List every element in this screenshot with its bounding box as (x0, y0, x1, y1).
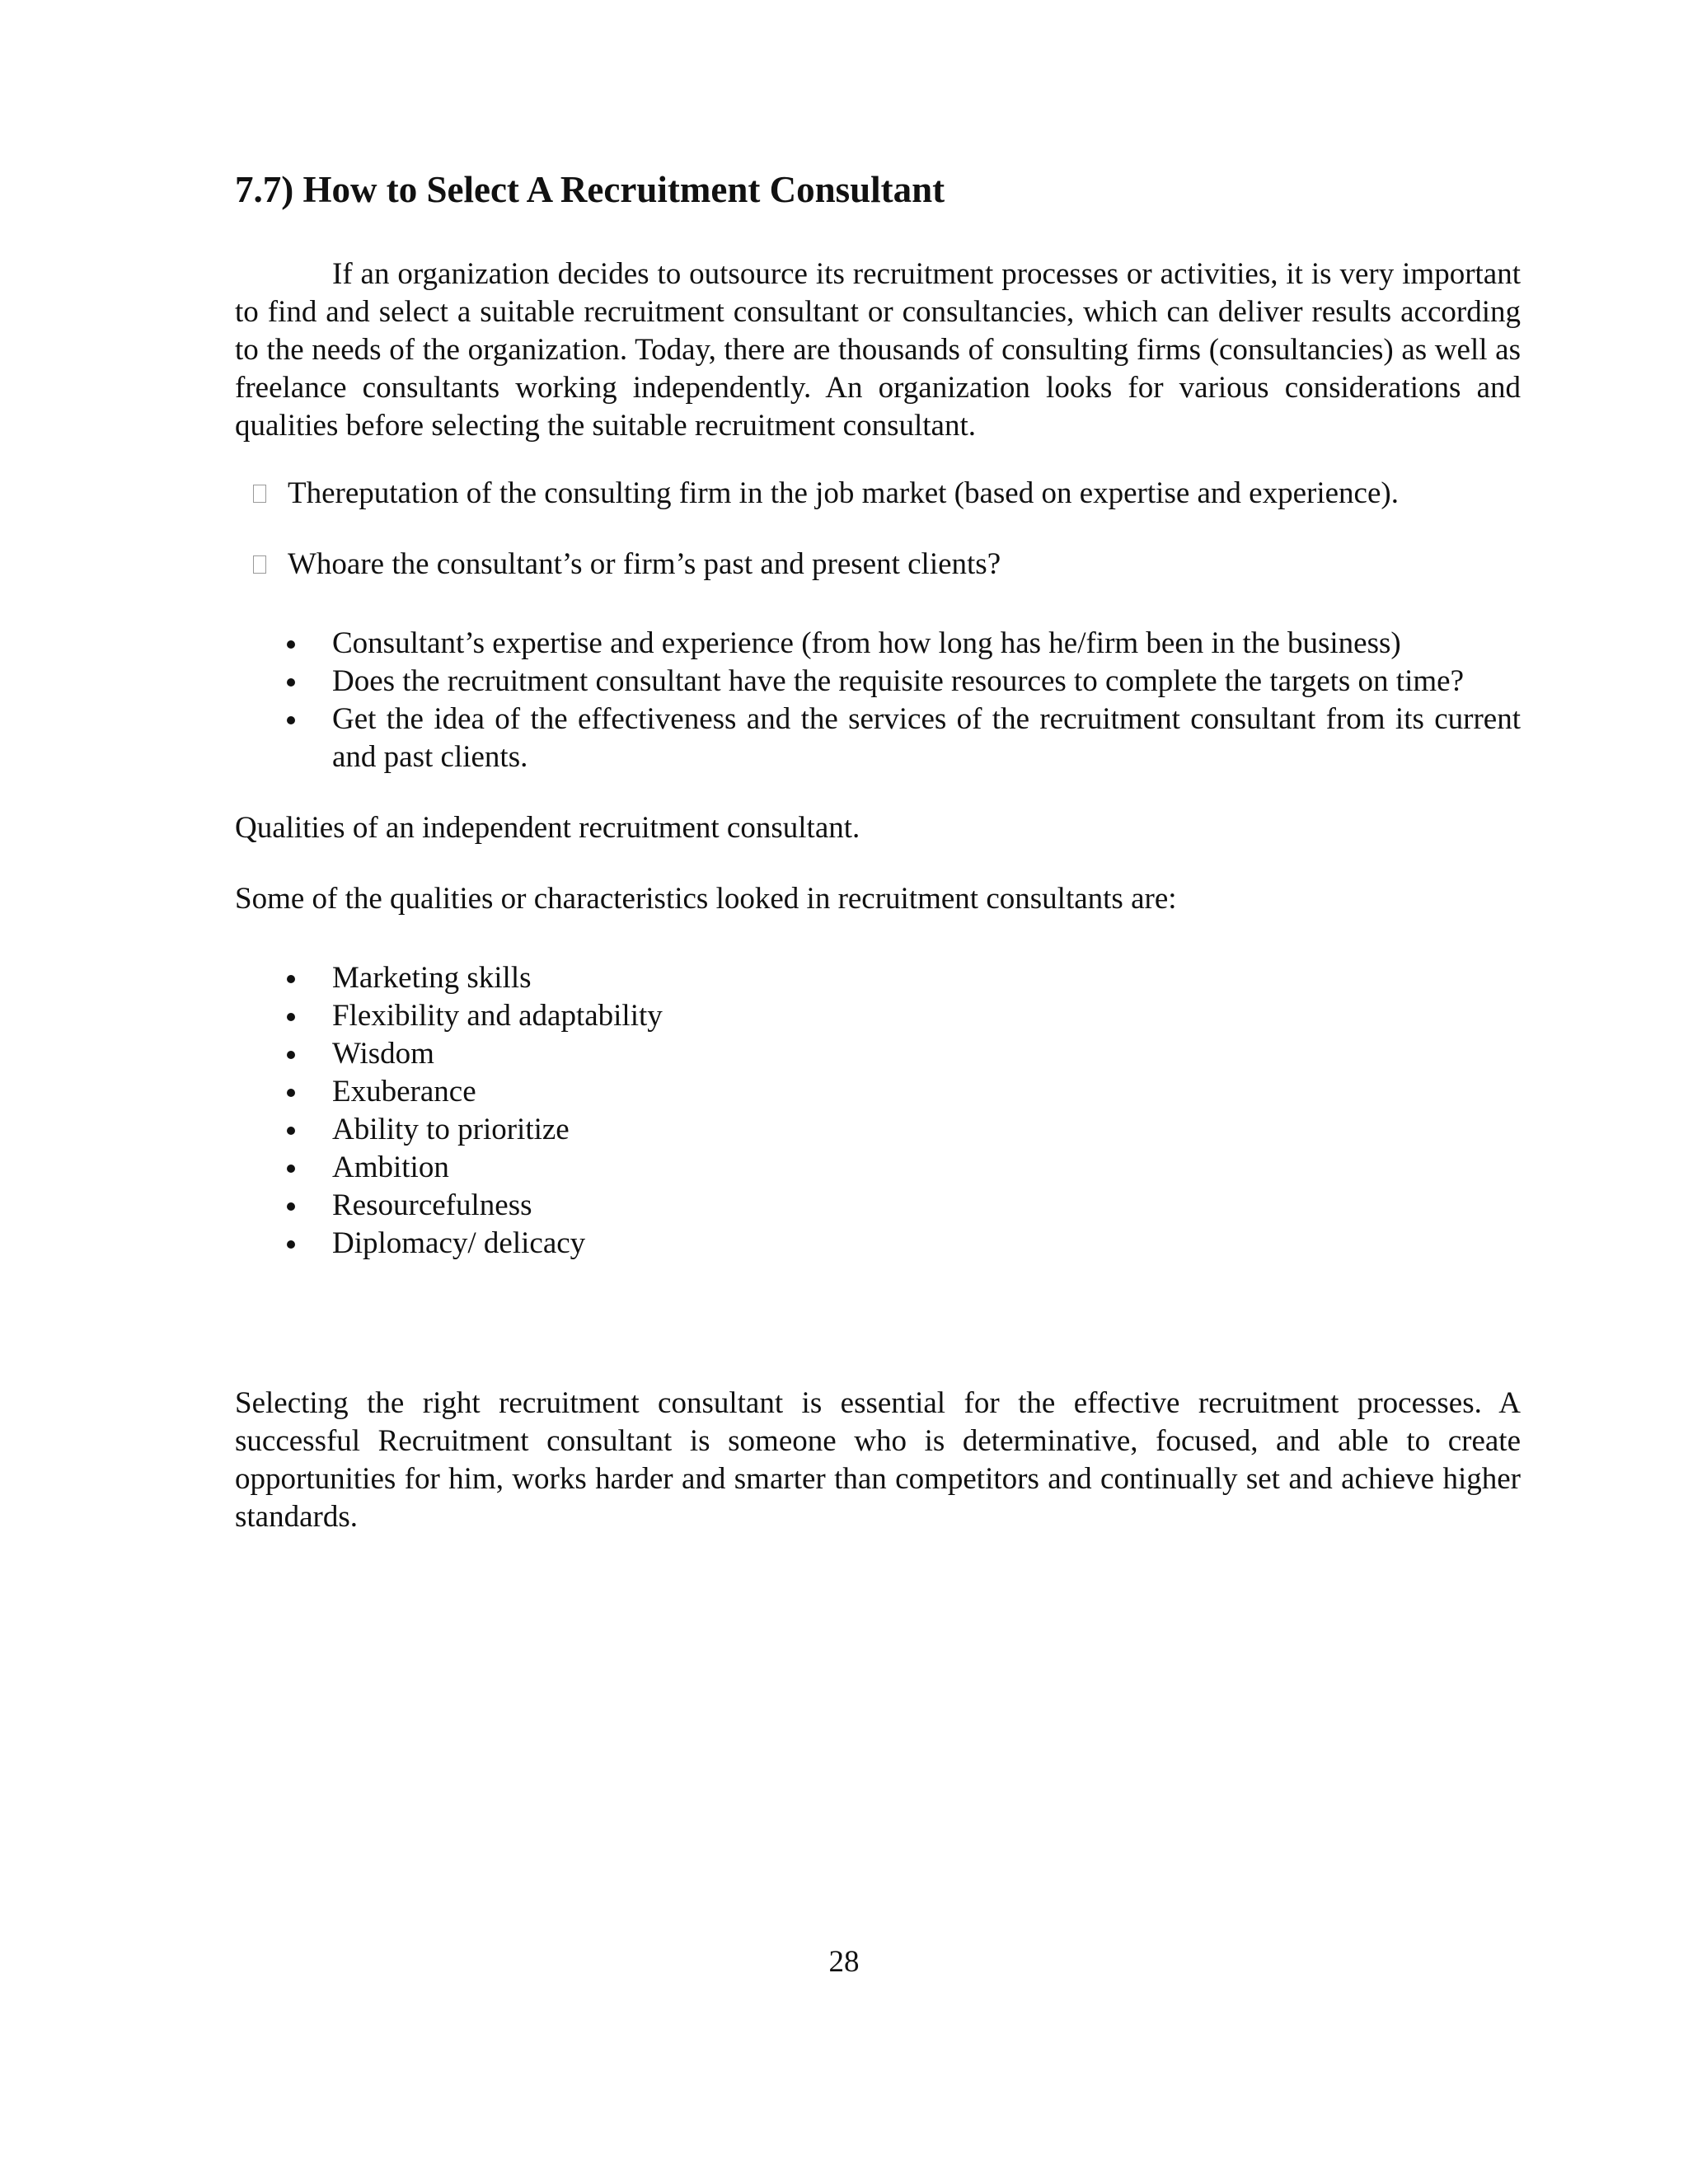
bullet-icon (287, 1240, 295, 1249)
bullet-icon (287, 1089, 295, 1097)
box-item-reputation (235, 475, 1521, 513)
box-item-text: Thereputation of the consulting firm in the job market (based on expertise and experience). (288, 476, 1399, 510)
box-item-clients (235, 546, 1521, 583)
bullet-icon (287, 1013, 295, 1021)
bullet-icon (287, 1127, 295, 1135)
page-number: 28 (828, 1945, 860, 1979)
list-item: Exuberance (235, 1073, 1521, 1111)
bullet-icon (287, 1202, 295, 1211)
qualities-heading: Qualities of an independent recruitment consultant. (235, 811, 860, 845)
box-item-text: Whoare the consultant’s or firm’s past and present clients? (288, 547, 1001, 581)
section-heading: 7.7) How to Select A Recruitment Consultant (235, 169, 945, 210)
bullet-icon (287, 1165, 295, 1173)
document-page (235, 165, 1521, 1536)
list-item: Marketing skills (235, 959, 1521, 997)
qualities-list (235, 959, 1521, 1263)
intro-paragraph: If an organization decides to outsource its recruitment processes or activities, it is very important to find and select a suitable recruitment consultant or consultancies, which can deliver results according to the needs of the organization. Today, there are thousands of consulting firms (consultancies) as well as freelance consultants working independently. An organization looks for various considerations and qualities before selecting the suitable recruitment consultant. (235, 257, 1521, 443)
bullet-icon (287, 640, 295, 649)
list-item: Consultant’s expertise and experience (from how long has he/firm been in the business) (235, 625, 1521, 663)
missing-glyph-box-icon (253, 555, 266, 574)
closing-paragraph: Selecting the right recruitment consultant is essential for the effective recruitment processes. A successful Recruitment consultant is someone who is determinative, focused, and able to create opportunities for him, works harder and smarter than competitors and continually set and achieve higher standards. (235, 1386, 1521, 1534)
list-item: Ability to prioritize (235, 1111, 1521, 1149)
list-item: Flexibility and adaptability (235, 997, 1521, 1035)
list-item: Diplomacy/ delicacy (235, 1225, 1521, 1263)
list-item: Resourcefulness (235, 1187, 1521, 1225)
list-item: Ambition (235, 1149, 1521, 1187)
list-item: Get the idea of the effectiveness and the services of the recruitment consultant from its current and past clients. (235, 701, 1521, 776)
bullet-icon (287, 716, 295, 724)
list-item: Does the recruitment consultant have the requisite resources to complete the targets on time? (235, 663, 1521, 701)
bullet-icon (287, 975, 295, 983)
bullet-icon (287, 1051, 295, 1059)
missing-glyph-box-icon (253, 485, 266, 503)
list-item: Wisdom (235, 1035, 1521, 1073)
considerations-list (235, 625, 1521, 776)
bullet-icon (287, 678, 295, 687)
qualities-intro: Some of the qualities or characteristics looked in recruitment consultants are: (235, 882, 1177, 916)
